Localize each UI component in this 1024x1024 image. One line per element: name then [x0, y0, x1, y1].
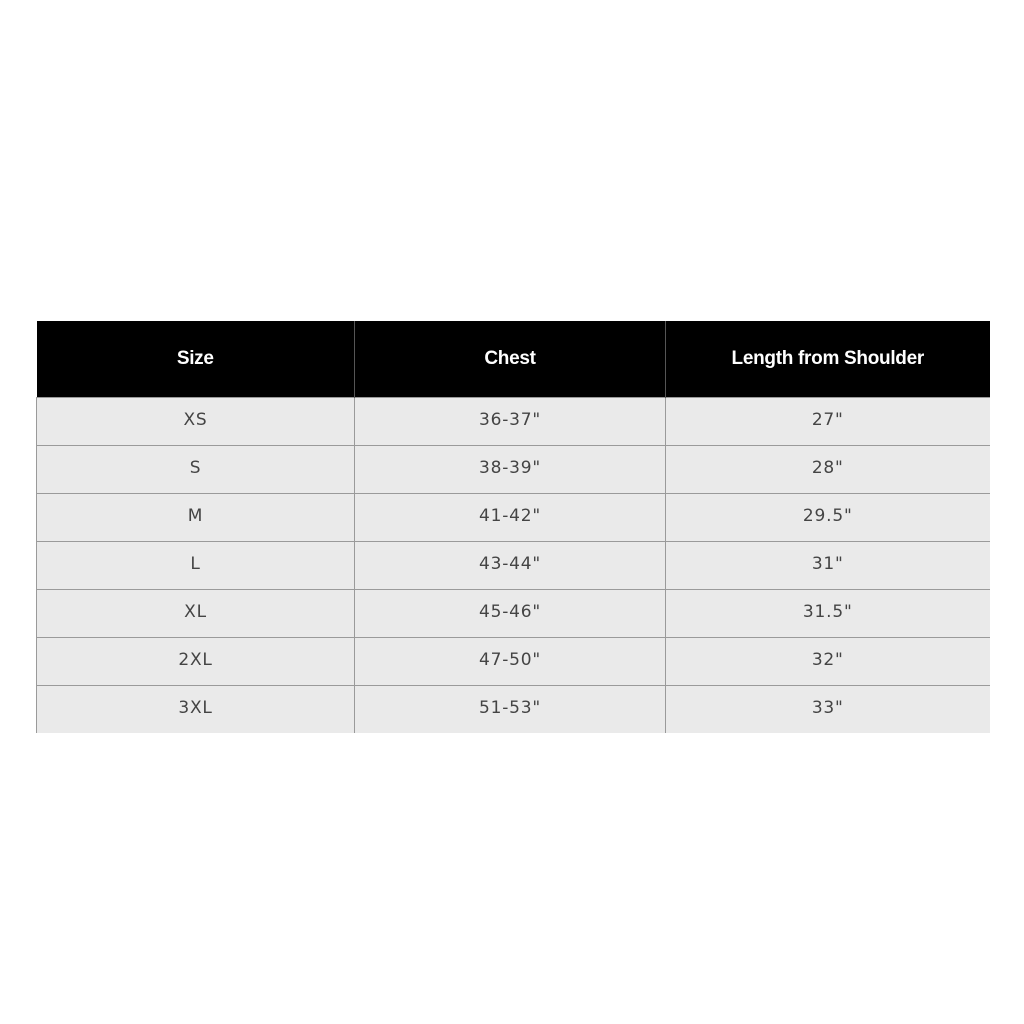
cell-chest: 41-42" — [355, 494, 666, 542]
cell-chest: 51-53" — [355, 686, 666, 734]
table-row — [37, 686, 990, 734]
cell-size: M — [37, 494, 355, 542]
cell-size: XL — [37, 590, 355, 638]
cell-length: 32" — [666, 638, 990, 686]
header-length-from-shoulder: Length from Shoulder — [666, 321, 990, 398]
cell-length: 33" — [666, 686, 990, 734]
cell-size: L — [37, 542, 355, 590]
cell-length: 29.5" — [666, 494, 990, 542]
cell-length: 31.5" — [666, 590, 990, 638]
table-row — [37, 590, 990, 638]
size-chart-table — [36, 321, 990, 733]
cell-length: 28" — [666, 446, 990, 494]
cell-chest: 36-37" — [355, 398, 666, 446]
cell-size: 2XL — [37, 638, 355, 686]
cell-chest: 43-44" — [355, 542, 666, 590]
cell-size: XS — [37, 398, 355, 446]
table-header-row — [37, 321, 990, 398]
table-row — [37, 494, 990, 542]
cell-size: S — [37, 446, 355, 494]
table-row — [37, 638, 990, 686]
table-row — [37, 398, 990, 446]
cell-size: 3XL — [37, 686, 355, 734]
cell-chest: 45-46" — [355, 590, 666, 638]
cell-chest: 38-39" — [355, 446, 666, 494]
table-row — [37, 542, 990, 590]
cell-length: 27" — [666, 398, 990, 446]
header-chest: Chest — [355, 321, 666, 398]
table-row — [37, 446, 990, 494]
cell-chest: 47-50" — [355, 638, 666, 686]
cell-length: 31" — [666, 542, 990, 590]
header-size: Size — [37, 321, 355, 398]
